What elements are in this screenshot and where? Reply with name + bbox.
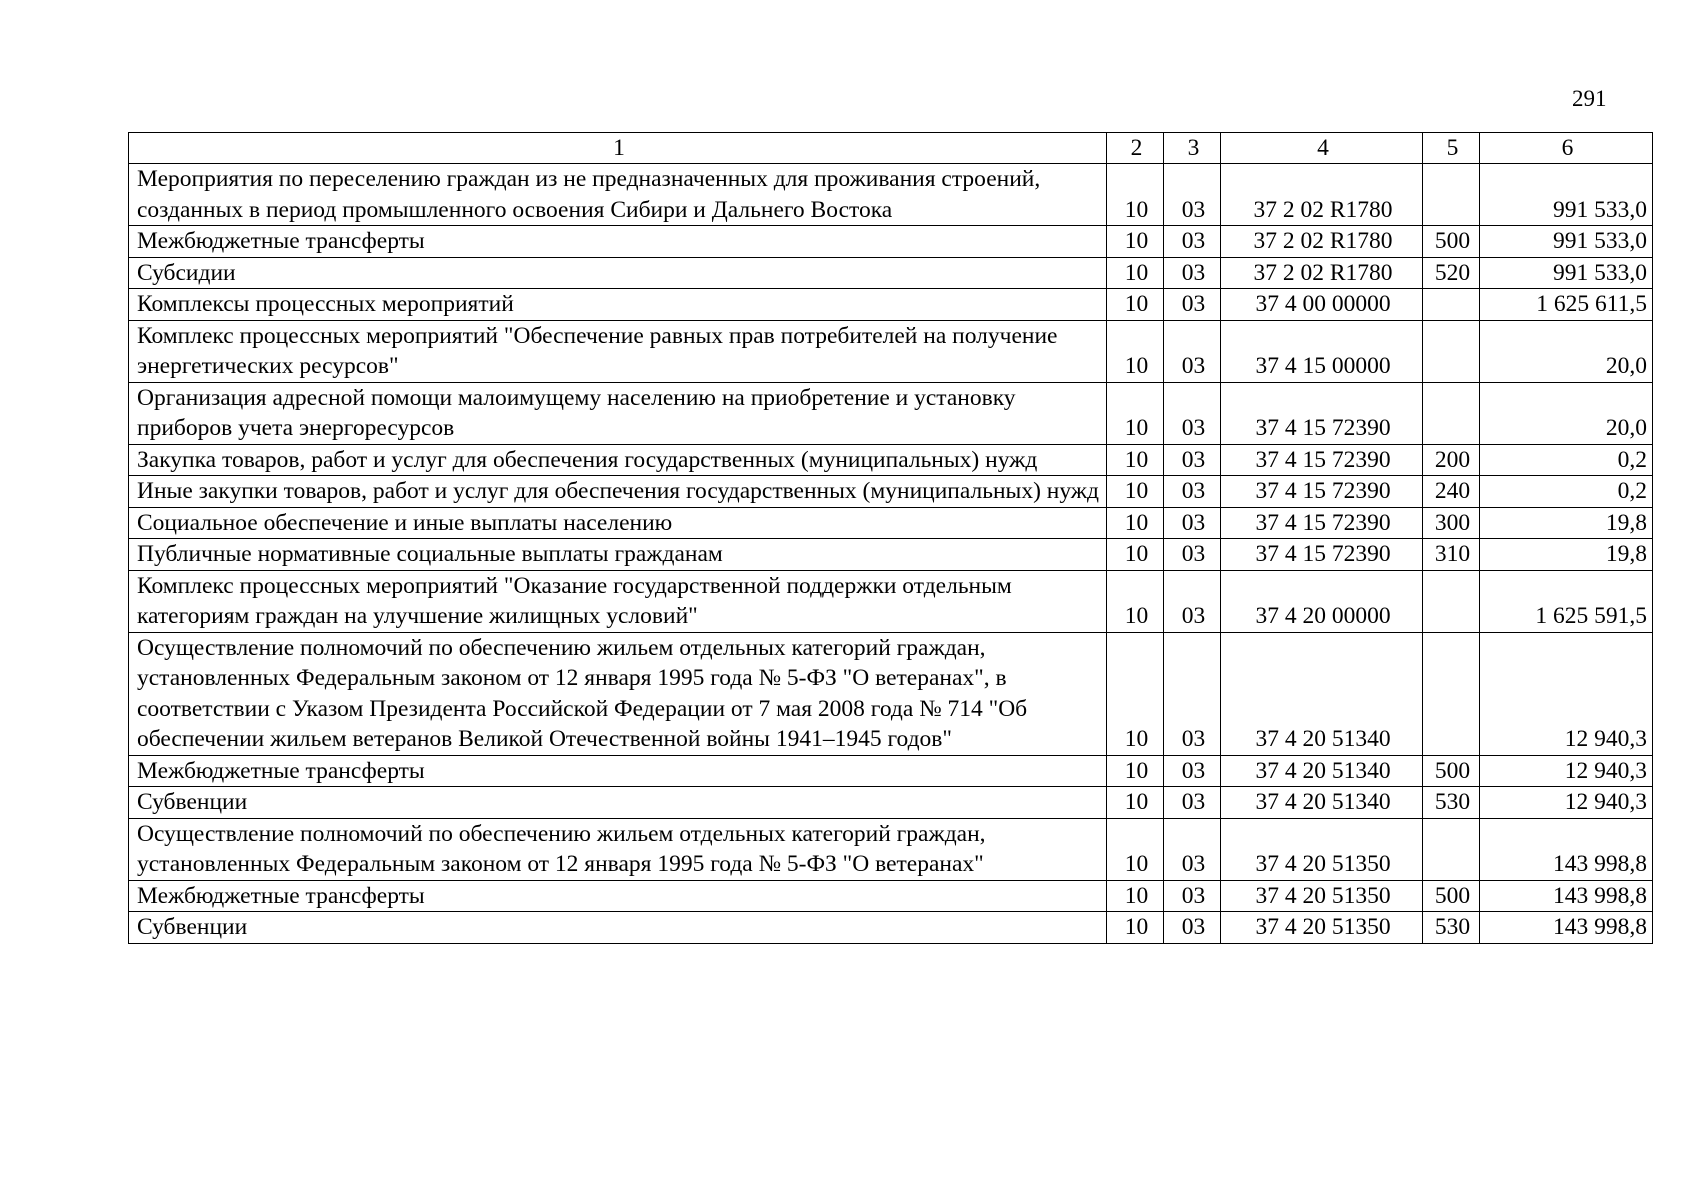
subsection-code-cell: 03: [1164, 257, 1221, 289]
column-header-2: 2: [1107, 133, 1164, 164]
section-code-cell: 10: [1107, 912, 1164, 944]
subsection-code-cell: 03: [1164, 476, 1221, 508]
amount-cell: 1 625 611,5: [1480, 289, 1653, 321]
table-row: [129, 507, 1653, 539]
amount-cell: 143 998,8: [1480, 818, 1653, 880]
table-row: [129, 382, 1653, 444]
table-row: [129, 539, 1653, 571]
expense-type-cell: [1423, 320, 1480, 382]
page-number: 291: [1572, 86, 1607, 111]
column-header-4: 4: [1221, 133, 1423, 164]
row-name-cell: Осуществление полномочий по обеспечению жильем отдельных категорий граждан, установленных Федеральным законом от 12 января 1995 года № 5-ФЗ "О ветеранах", в соответствии с Указом Президента Российской Федерации от 7 мая 2008 года № 714 "Об обеспечении жильем ветеранов Великой Отечественной войны 1941–1945 годов": [129, 632, 1107, 755]
table-row: [129, 476, 1653, 508]
section-code-cell: 10: [1107, 755, 1164, 787]
expense-type-cell: 530: [1423, 787, 1480, 819]
amount-cell: 12 940,3: [1480, 755, 1653, 787]
row-name-cell: Публичные нормативные социальные выплаты гражданам: [129, 539, 1107, 571]
target-article-cell: 37 4 20 00000: [1221, 570, 1423, 632]
section-code-cell: 10: [1107, 164, 1164, 226]
row-name-cell: Комплекс процессных мероприятий "Оказание государственной поддержки отдельным категориям граждан на улучшение жилищных условий": [129, 570, 1107, 632]
subsection-code-cell: 03: [1164, 755, 1221, 787]
amount-cell: 1 625 591,5: [1480, 570, 1653, 632]
row-name-cell: Субвенции: [129, 912, 1107, 944]
row-name-cell: Комплекс процессных мероприятий "Обеспечение равных прав потребителей на получение энергетических ресурсов": [129, 320, 1107, 382]
amount-cell: 143 998,8: [1480, 880, 1653, 912]
expense-type-cell: [1423, 164, 1480, 226]
table-row: [129, 787, 1653, 819]
row-name-cell: Организация адресной помощи малоимущему населению на приобретение и установку приборов учета энергоресурсов: [129, 382, 1107, 444]
row-name-cell: Социальное обеспечение и иные выплаты населению: [129, 507, 1107, 539]
subsection-code-cell: 03: [1164, 539, 1221, 571]
target-article-cell: 37 4 15 72390: [1221, 539, 1423, 571]
amount-cell: 19,8: [1480, 507, 1653, 539]
expense-type-cell: [1423, 570, 1480, 632]
expense-type-cell: 200: [1423, 444, 1480, 476]
section-code-cell: 10: [1107, 382, 1164, 444]
section-code-cell: 10: [1107, 226, 1164, 258]
column-header-6: 6: [1480, 133, 1653, 164]
expense-type-cell: [1423, 382, 1480, 444]
row-name-cell: Мероприятия по переселению граждан из не предназначенных для проживания строений, созданных в период промышленного освоения Сибири и Дальнего Востока: [129, 164, 1107, 226]
amount-cell: 0,2: [1480, 444, 1653, 476]
table-row: [129, 632, 1653, 755]
amount-cell: 991 533,0: [1480, 164, 1653, 226]
budget-table: [128, 132, 1653, 944]
table-row: [129, 880, 1653, 912]
subsection-code-cell: 03: [1164, 382, 1221, 444]
table-row: [129, 226, 1653, 258]
table-row: [129, 818, 1653, 880]
section-code-cell: 10: [1107, 289, 1164, 321]
target-article-cell: 37 4 15 00000: [1221, 320, 1423, 382]
amount-cell: 0,2: [1480, 476, 1653, 508]
table-header-row: [129, 133, 1653, 164]
column-header-5: 5: [1423, 133, 1480, 164]
expense-type-cell: [1423, 632, 1480, 755]
subsection-code-cell: 03: [1164, 818, 1221, 880]
table-row: [129, 755, 1653, 787]
section-code-cell: 10: [1107, 539, 1164, 571]
section-code-cell: 10: [1107, 787, 1164, 819]
subsection-code-cell: 03: [1164, 880, 1221, 912]
row-name-cell: Межбюджетные трансферты: [129, 226, 1107, 258]
table-row: [129, 164, 1653, 226]
row-name-cell: Межбюджетные трансферты: [129, 755, 1107, 787]
target-article-cell: 37 4 15 72390: [1221, 476, 1423, 508]
subsection-code-cell: 03: [1164, 444, 1221, 476]
amount-cell: 991 533,0: [1480, 226, 1653, 258]
amount-cell: 12 940,3: [1480, 787, 1653, 819]
row-name-cell: Межбюджетные трансферты: [129, 880, 1107, 912]
amount-cell: 20,0: [1480, 320, 1653, 382]
target-article-cell: 37 4 20 51340: [1221, 632, 1423, 755]
amount-cell: 20,0: [1480, 382, 1653, 444]
table-row: [129, 444, 1653, 476]
subsection-code-cell: 03: [1164, 912, 1221, 944]
subsection-code-cell: 03: [1164, 164, 1221, 226]
target-article-cell: 37 4 15 72390: [1221, 382, 1423, 444]
expense-type-cell: [1423, 818, 1480, 880]
subsection-code-cell: 03: [1164, 507, 1221, 539]
row-name-cell: Субвенции: [129, 787, 1107, 819]
amount-cell: 143 998,8: [1480, 912, 1653, 944]
section-code-cell: 10: [1107, 632, 1164, 755]
target-article-cell: 37 4 15 72390: [1221, 507, 1423, 539]
target-article-cell: 37 4 15 72390: [1221, 444, 1423, 476]
subsection-code-cell: 03: [1164, 226, 1221, 258]
row-name-cell: Осуществление полномочий по обеспечению жильем отдельных категорий граждан, установленных Федеральным законом от 12 января 1995 года № 5-ФЗ "О ветеранах": [129, 818, 1107, 880]
expense-type-cell: 240: [1423, 476, 1480, 508]
target-article-cell: 37 4 20 51350: [1221, 912, 1423, 944]
target-article-cell: 37 4 20 51350: [1221, 818, 1423, 880]
target-article-cell: 37 2 02 R1780: [1221, 257, 1423, 289]
subsection-code-cell: 03: [1164, 289, 1221, 321]
row-name-cell: Субсидии: [129, 257, 1107, 289]
row-name-cell: Закупка товаров, работ и услуг для обеспечения государственных (муниципальных) нужд: [129, 444, 1107, 476]
expense-type-cell: 530: [1423, 912, 1480, 944]
amount-cell: 12 940,3: [1480, 632, 1653, 755]
subsection-code-cell: 03: [1164, 787, 1221, 819]
column-header-1: 1: [129, 133, 1107, 164]
section-code-cell: 10: [1107, 444, 1164, 476]
subsection-code-cell: 03: [1164, 320, 1221, 382]
expense-type-cell: 500: [1423, 880, 1480, 912]
amount-cell: 19,8: [1480, 539, 1653, 571]
subsection-code-cell: 03: [1164, 632, 1221, 755]
target-article-cell: 37 2 02 R1780: [1221, 164, 1423, 226]
section-code-cell: 10: [1107, 570, 1164, 632]
table-row: [129, 289, 1653, 321]
target-article-cell: 37 4 20 51350: [1221, 880, 1423, 912]
target-article-cell: 37 2 02 R1780: [1221, 226, 1423, 258]
section-code-cell: 10: [1107, 818, 1164, 880]
section-code-cell: 10: [1107, 476, 1164, 508]
target-article-cell: 37 4 20 51340: [1221, 787, 1423, 819]
table-row: [129, 257, 1653, 289]
target-article-cell: 37 4 00 00000: [1221, 289, 1423, 321]
table-row: [129, 912, 1653, 944]
expense-type-cell: 300: [1423, 507, 1480, 539]
row-name-cell: Комплексы процессных мероприятий: [129, 289, 1107, 321]
expense-type-cell: 310: [1423, 539, 1480, 571]
amount-cell: 991 533,0: [1480, 257, 1653, 289]
target-article-cell: 37 4 20 51340: [1221, 755, 1423, 787]
expense-type-cell: 500: [1423, 755, 1480, 787]
section-code-cell: 10: [1107, 880, 1164, 912]
section-code-cell: 10: [1107, 257, 1164, 289]
row-name-cell: Иные закупки товаров, работ и услуг для обеспечения государственных (муниципальных) нужд: [129, 476, 1107, 508]
column-header-3: 3: [1164, 133, 1221, 164]
expense-type-cell: 500: [1423, 226, 1480, 258]
table-row: [129, 570, 1653, 632]
expense-type-cell: 520: [1423, 257, 1480, 289]
section-code-cell: 10: [1107, 507, 1164, 539]
table-row: [129, 320, 1653, 382]
section-code-cell: 10: [1107, 320, 1164, 382]
subsection-code-cell: 03: [1164, 570, 1221, 632]
expense-type-cell: [1423, 289, 1480, 321]
